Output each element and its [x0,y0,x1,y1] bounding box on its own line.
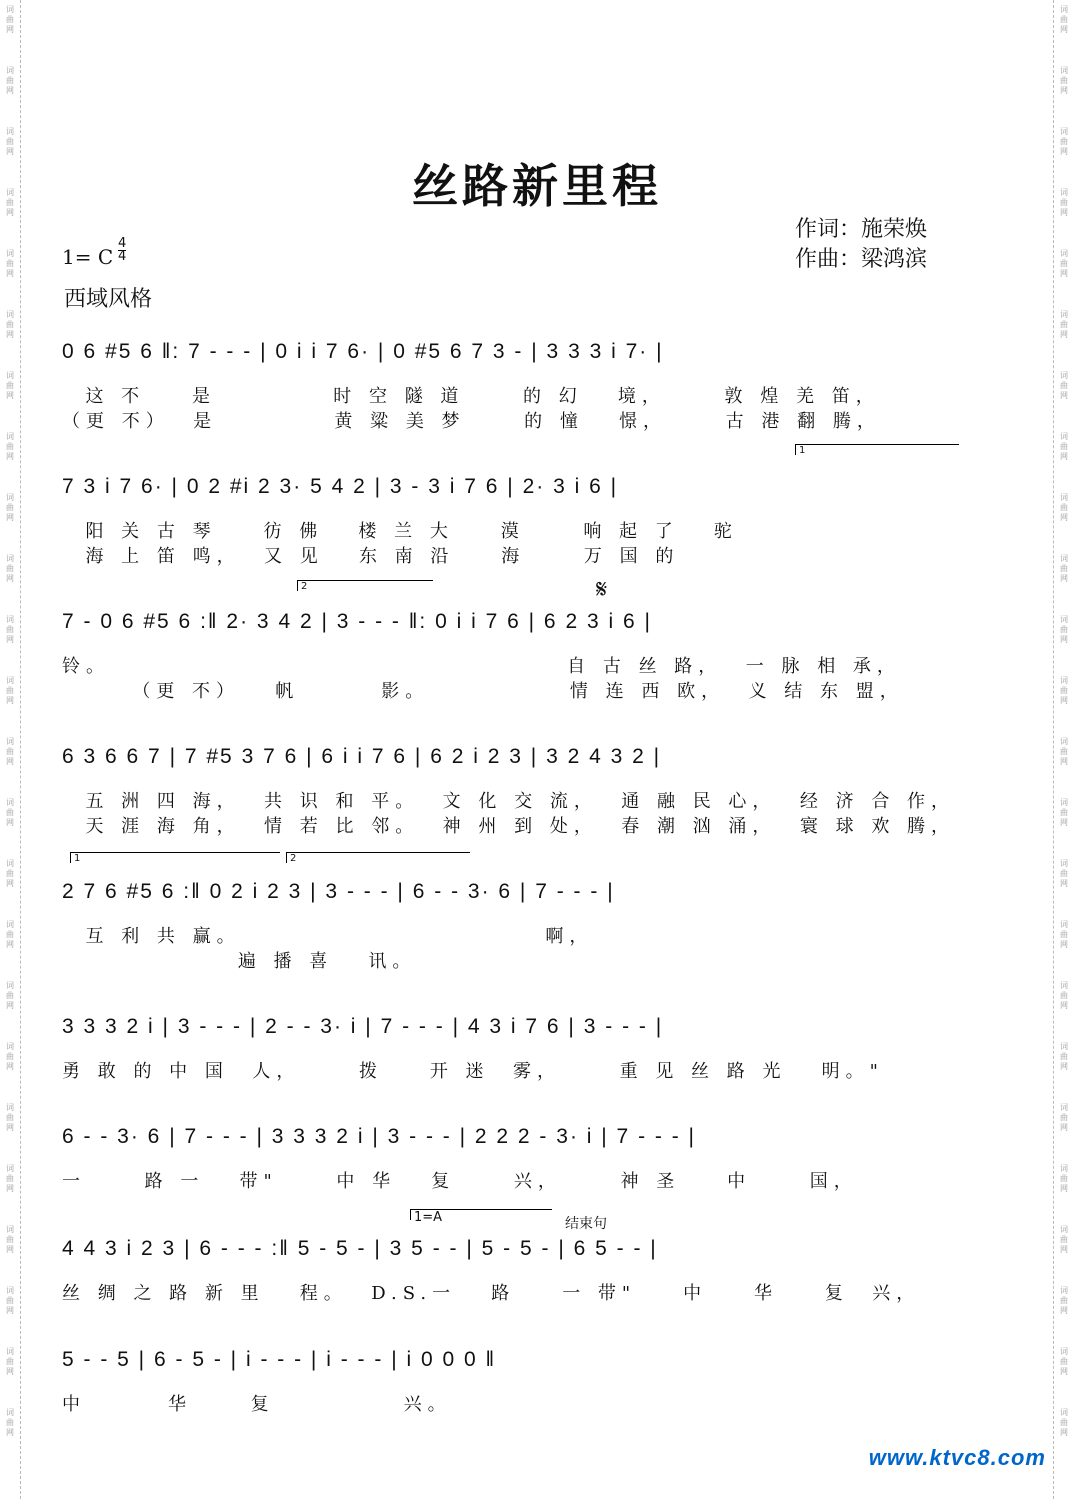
composer: 作曲：梁鸿滨 [795,247,928,272]
side-watermark: 词曲网 [1060,1042,1068,1071]
song-title: 丝路新里程 [412,159,662,213]
lyric-line: 铃。 自 古 丝 路， 一 脉 相 承， [62,656,901,677]
side-watermark: 词曲网 [6,310,14,339]
side-watermark: 词曲网 [6,1286,14,1315]
style-label: 西域风格 [64,287,153,312]
lyric-line: 天 涯 海 角， 情 若 比 邻。 神 州 到 处， 春 潮 汹 涌， 寰 球 欢 腾， [62,816,956,837]
side-watermark: 词曲网 [1060,1347,1068,1376]
side-watermark: 词曲网 [1060,310,1068,339]
side-watermark: 词曲网 [1060,920,1068,949]
side-watermark: 词曲网 [1060,554,1068,583]
side-watermark: 词曲网 [1060,5,1068,34]
lyric-line: 中 华 复 兴。 [62,1394,452,1415]
lyric-line: 丝 绸 之 路 新 里 程。 D.S.一 路 一 带" 中 华 复 兴， [62,1283,921,1304]
lyric-line: （更 不） 帆 影。 情 连 西 欧， 义 结 东 盟， [62,681,904,702]
volta-2: 2 [297,580,433,591]
lyric-line: 一 路 一 带" 中 华 复 兴， 神 圣 中 国， [62,1171,858,1192]
side-watermark: 词曲网 [1060,493,1068,522]
side-watermark: 词曲网 [6,798,14,827]
lyric-line: 五 洲 四 海， 共 识 和 平。 文 化 交 流， 通 融 民 心， 经 济 合 作， [62,791,956,812]
side-watermark: 词曲网 [1060,66,1068,95]
side-watermark: 词曲网 [6,676,14,705]
side-watermark: 词曲网 [6,188,14,217]
website-watermark: www.ktvc8.com [868,1445,1046,1470]
side-watermark: 词曲网 [6,5,14,34]
side-watermark: 词曲网 [6,615,14,644]
side-watermark: 词曲网 [1060,615,1068,644]
side-watermark: 词曲网 [6,1347,14,1376]
notation-line: 7 - 0 6 #5 6 :‖ 2· 3 4 2 | 3 - - - ‖: 0 i i 7 6 | 6 2 3 i 6 | [62,610,652,633]
lyric-line: 互 利 共 赢。 啊， [62,926,594,947]
lyric-line: （更 不） 是 黄 粱 美 梦 的 憧 憬， 古 港 翻 腾， [62,411,881,432]
notation-line: 7 3 i 7 6· | 0 2 #i 2 3· 5 4 2 | 3 - 3 i 7 6 | 2· 3 i 6 | [62,475,619,498]
side-watermark: 词曲网 [6,493,14,522]
side-watermark: 词曲网 [6,859,14,888]
side-watermark: 词曲网 [6,371,14,400]
notation-line: 3 3 3 2 i | 3 - - - | 2 - - 3· i | 7 - - - | 4 3 i 7 6 | 3 - - - | [62,1015,664,1038]
notation-line: 0 6 #5 6 ‖: 7 - - - | 0 i i 7 6· | 0 #5 6 7 3 - | 3 3 3 i 7· | [62,340,664,363]
volta-1b: 1 [70,852,280,863]
side-watermark: 词曲网 [1060,1103,1068,1132]
volta-1: 1 [795,444,959,455]
lyric-line: 遍 播 喜 讯。 [62,951,417,972]
notation-line: 2 7 6 #5 6 :‖ 0 2 i 2 3 | 3 - - - | 6 - - 3· 6 | 7 - - - | [62,880,615,903]
side-watermark: 词曲网 [6,981,14,1010]
side-watermark: 词曲网 [1060,1164,1068,1193]
side-watermark: 词曲网 [1060,798,1068,827]
side-watermark: 词曲网 [1060,1286,1068,1315]
side-watermark: 词曲网 [6,249,14,278]
notation-line: 4 4 3 i 2 3 | 6 - - - :‖ 5 - 5 - | 3 5 - - | 5 - 5 - | 6 5 - - | [62,1237,658,1260]
notation-line: 6 3 6 6 7 | 7 #5 3 7 6 | 6 i i 7 6 | 6 2 i 2 3 | 3 2 4 3 2 | [62,745,662,768]
lyric-line: 海 上 笛 鸣， 又 见 东 南 沿 海 万 国 的 [62,546,680,567]
key-signature: 1= C [62,245,114,269]
volta-2b: 2 [286,852,470,863]
lyricist: 作词：施荣焕 [795,217,928,242]
side-watermark: 词曲网 [1060,676,1068,705]
side-watermark: 词曲网 [6,432,14,461]
side-watermark: 词曲网 [1060,188,1068,217]
side-watermark: 词曲网 [6,1225,14,1254]
side-watermark: 词曲网 [6,554,14,583]
side-watermark: 词曲网 [1060,737,1068,766]
lyric-line: 勇 敢 的 中 国 人， 拨 开 迷 雾， 重 见 丝 路 光 明。" [62,1061,884,1082]
side-watermark: 词曲网 [6,1164,14,1193]
side-watermark: 词曲网 [6,127,14,156]
side-watermark: 词曲网 [6,66,14,95]
side-watermark: 词曲网 [1060,859,1068,888]
side-watermark: 词曲网 [1060,371,1068,400]
side-watermark: 词曲网 [1060,981,1068,1010]
segno-sign: 𝄋 [596,575,608,605]
side-watermark: 词曲网 [1060,432,1068,461]
notation-line: 5 - - 5 | 6 - 5 - | i - - - | i - - - | i 0 0 0 ‖ [62,1348,497,1371]
side-watermark: 词曲网 [1060,1408,1068,1437]
notation-line: 6 - - 3· 6 | 7 - - - | 3 3 3 2 i | 3 - - - | 2 2 2 - 3· i | 7 - - - | [62,1125,697,1148]
lyric-line: 阳 关 古 琴 彷 佛 楼 兰 大 漠 响 起 了 驼 [62,521,738,542]
side-watermark: 词曲网 [6,920,14,949]
side-watermark: 词曲网 [6,1103,14,1132]
side-watermark: 词曲网 [1060,127,1068,156]
ending-label: 结束句 [565,1215,607,1231]
side-watermark: 词曲网 [6,1042,14,1071]
lyric-line: 这 不 是 时 空 隧 道 的 幻 境， 敦 煌 羌 笛， [62,386,880,407]
side-watermark: 词曲网 [1060,1225,1068,1254]
side-watermark: 词曲网 [6,1408,14,1437]
time-signature: $\frac{4}{4}$ [118,236,127,264]
side-watermark: 词曲网 [6,737,14,766]
side-watermark: 词曲网 [1060,249,1068,278]
key-change: 1=A [410,1209,552,1220]
